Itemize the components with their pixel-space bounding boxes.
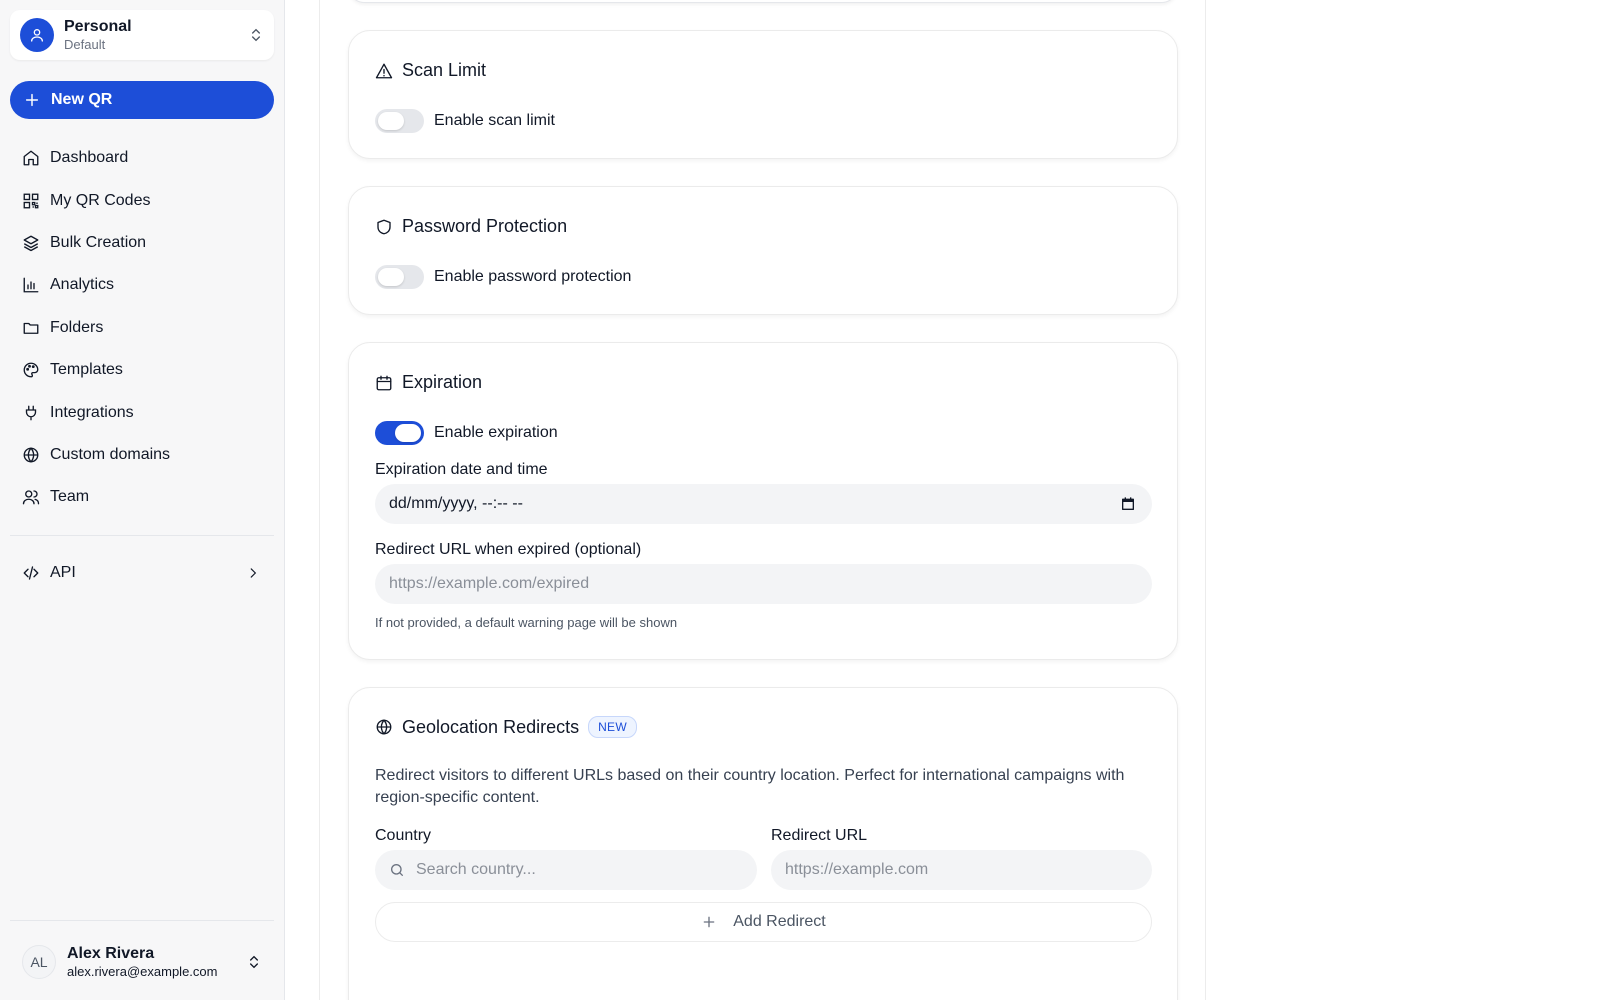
code-icon bbox=[22, 564, 40, 582]
sidebar-item-label: Custom domains bbox=[50, 445, 171, 463]
sidebar-item-integrations[interactable] bbox=[10, 391, 274, 433]
divider bbox=[10, 920, 274, 921]
previous-card bbox=[348, 0, 1178, 3]
sidebar-item-label: My QR Codes bbox=[50, 191, 151, 209]
sidebar-item-bulk-creation[interactable] bbox=[10, 222, 274, 264]
palette-icon bbox=[22, 361, 40, 379]
card-title: Expiration bbox=[402, 372, 483, 392]
workspace-subtitle: Default bbox=[64, 36, 106, 52]
globe-icon bbox=[375, 718, 393, 736]
add-redirect-button[interactable] bbox=[375, 902, 1152, 942]
user-icon bbox=[20, 18, 54, 52]
sidebar-item-team[interactable] bbox=[10, 476, 274, 518]
card-title: Password Protection bbox=[402, 216, 568, 236]
plus-icon bbox=[701, 914, 717, 930]
placeholder: https://example.com/expired bbox=[389, 575, 590, 592]
layers-icon bbox=[22, 234, 40, 252]
toggle-label: Enable scan limit bbox=[434, 112, 555, 129]
home-icon bbox=[22, 149, 40, 167]
sidebar-item-analytics[interactable] bbox=[10, 264, 274, 306]
chevrons-up-down-icon bbox=[246, 954, 262, 970]
sidebar-item-dashboard[interactable] bbox=[10, 137, 274, 179]
password-protection-card bbox=[348, 186, 1178, 315]
sidebar-item-label: API bbox=[50, 564, 76, 581]
qr-code-icon bbox=[22, 192, 40, 210]
search-icon bbox=[389, 862, 405, 878]
redirect-url-expired-input[interactable] bbox=[375, 564, 1152, 604]
sidebar-item-label: Analytics bbox=[50, 276, 115, 294]
user-email: alex.rivera@example.com bbox=[67, 964, 218, 979]
sidebar-item-api[interactable] bbox=[10, 553, 274, 593]
new-badge: NEW bbox=[588, 716, 637, 738]
new-qr-label: New QR bbox=[51, 91, 113, 108]
add-redirect-label: Add Redirect bbox=[733, 913, 826, 930]
warning-triangle-icon bbox=[375, 62, 393, 80]
card-title: Geolocation Redirects bbox=[402, 716, 580, 737]
workspace-name: Personal bbox=[64, 17, 132, 35]
scan-limit-toggle[interactable] bbox=[375, 109, 424, 133]
sidebar bbox=[0, 0, 285, 1000]
redirect-url-label: Redirect URL bbox=[771, 827, 868, 844]
placeholder: https://example.com bbox=[785, 861, 929, 878]
folder-icon bbox=[22, 319, 40, 337]
user-menu[interactable] bbox=[10, 938, 274, 986]
new-qr-button[interactable] bbox=[10, 81, 274, 119]
bar-chart-icon bbox=[22, 276, 40, 294]
divider bbox=[10, 535, 274, 536]
sidebar-nav bbox=[10, 137, 274, 519]
geolocation-redirects-card bbox=[348, 687, 1178, 1000]
sidebar-item-label: Integrations bbox=[50, 403, 134, 421]
card-title: Scan Limit bbox=[402, 60, 487, 80]
avatar: AL bbox=[22, 945, 56, 979]
users-icon bbox=[22, 488, 40, 506]
toggle-label: Enable password protection bbox=[434, 268, 632, 285]
geo-description: Redirect visitors to different URLs based on their country location. Perfect for international campaigns with region-specific content. bbox=[375, 767, 1125, 806]
toggle-label: Enable expiration bbox=[434, 424, 558, 441]
user-name: Alex Rivera bbox=[67, 945, 155, 962]
plug-icon bbox=[22, 404, 40, 422]
globe-icon bbox=[22, 446, 40, 464]
sidebar-item-label: Dashboard bbox=[50, 149, 129, 167]
password-protection-toggle[interactable] bbox=[375, 265, 424, 289]
sidebar-item-folders[interactable] bbox=[10, 307, 274, 349]
expiration-card bbox=[348, 342, 1178, 660]
redirect-url-expired-label: Redirect URL when expired (optional) bbox=[375, 541, 642, 558]
sidebar-item-label: Templates bbox=[50, 361, 123, 379]
calendar-icon bbox=[375, 374, 393, 392]
sidebar-item-my-qr-codes[interactable] bbox=[10, 179, 274, 221]
placeholder: Search country... bbox=[416, 861, 536, 878]
sidebar-item-label: Bulk Creation bbox=[50, 233, 147, 251]
chevron-right-icon bbox=[246, 566, 260, 580]
country-label: Country bbox=[375, 827, 432, 844]
sidebar-item-templates[interactable] bbox=[10, 349, 274, 391]
plus-icon bbox=[24, 92, 40, 108]
scan-limit-card bbox=[348, 30, 1178, 159]
sidebar-item-label: Folders bbox=[50, 318, 104, 336]
workspace-switcher[interactable] bbox=[10, 10, 274, 60]
expiration-date-input[interactable] bbox=[375, 484, 1152, 524]
sidebar-item-custom-domains[interactable] bbox=[10, 434, 274, 476]
geo-redirect-url-input[interactable] bbox=[771, 850, 1152, 890]
chevrons-up-down-icon bbox=[248, 27, 264, 43]
country-search-input[interactable] bbox=[375, 850, 757, 890]
expiration-date-label: Expiration date and time bbox=[375, 461, 548, 478]
date-value: dd/mm/yyyy, --:-- -- bbox=[389, 495, 523, 512]
shield-icon bbox=[375, 218, 393, 236]
expiration-hint: If not provided, a default warning page will be shown bbox=[375, 615, 678, 630]
calendar-icon[interactable] bbox=[1120, 496, 1136, 512]
sidebar-item-label: Team bbox=[50, 488, 90, 506]
expiration-toggle[interactable] bbox=[375, 421, 424, 445]
